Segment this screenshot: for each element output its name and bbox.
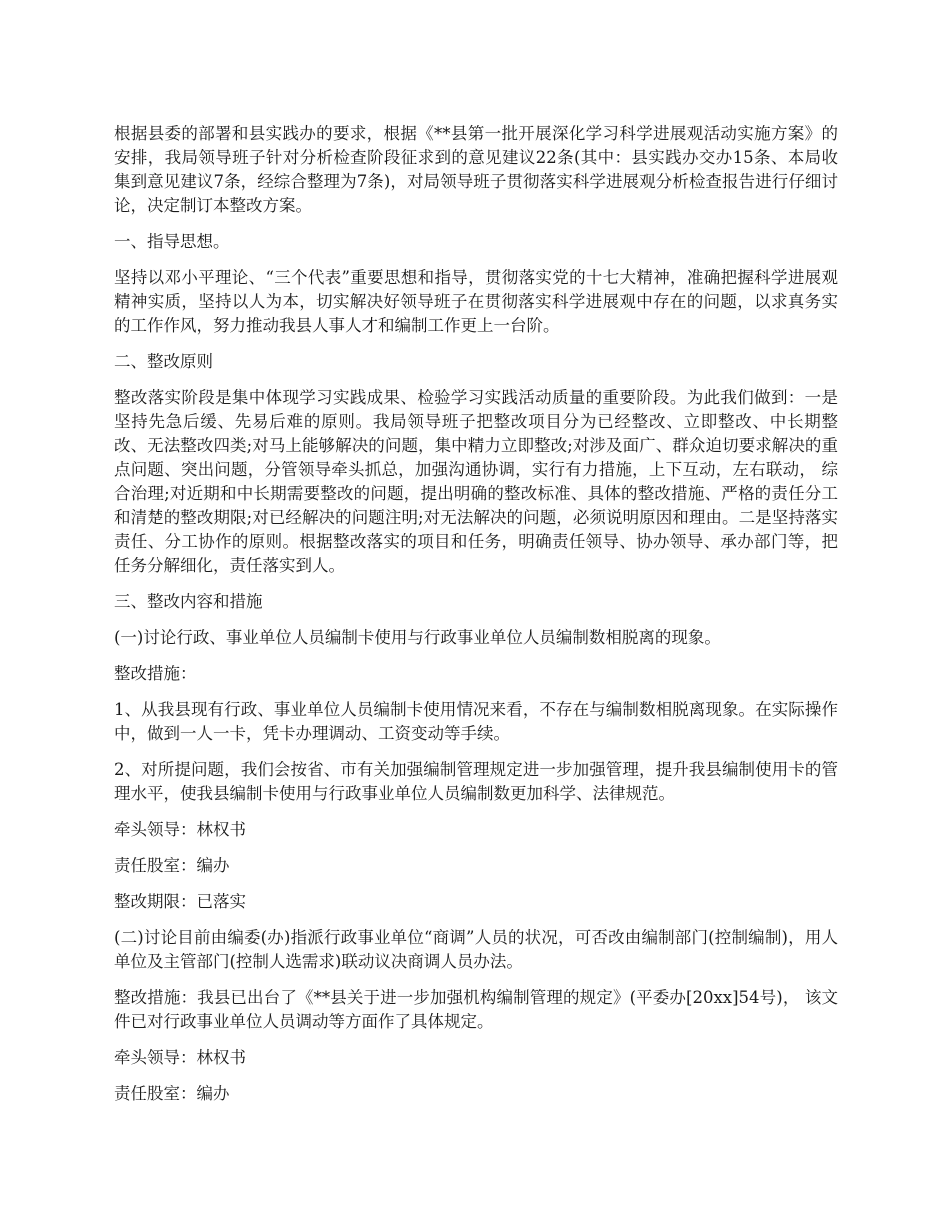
section-heading-principles: 二、整改原则 (114, 352, 213, 371)
measure-one-paragraph: 1、从我县现有行政、事业单位人员编制卡使用情况来看，不存在与编制数相脱离现象。在实际操作中，做到一人一卡，凭卡办理调动、工资变动等手续。 (114, 700, 838, 743)
measure-two-paragraph: 2、对所提问题，我们会按省、市有关加强编制管理规定进一步加强管理，提升我县编制使用卡的管理水平，使我县编制卡使用与行政事业单位人员编制数更加科学、法律规范。 (114, 760, 838, 803)
item-two-heading: (二)讨论目前由编委(办)指派行政事业单位“商调”人员的状况，可否改由编制部门(控制编制)，用人单位及主管部门(控制人选需求)联动议决商调人员办法。 (114, 928, 838, 971)
section-heading-guiding-thought: 一、指导思想。 (114, 232, 230, 251)
lead-official-line-2: 牵头领导：林权书 (114, 1048, 246, 1067)
responsible-office-line: 责任股室：编办 (114, 856, 230, 875)
measures-label: 整改措施： (114, 664, 197, 683)
document-body (114, 122, 838, 1118)
item-two-measures-paragraph: 整改措施：我县已出台了《**县关于进一步加强机构编制管理的规定》(平委办[20xx]54号)， 该文件已对行政事业单位人员调动等方面作了具体规定。 (114, 988, 838, 1031)
item-one-heading: (一)讨论行政、事业单位人员编制卡使用与行政事业单位人员编制数相脱离的现象。 (114, 628, 721, 647)
intro-paragraph: 根据县委的部署和县实践办的要求，根据《**县第一批开展深化学习科学进展观活动实施方案》的安排，我局领导班子针对分析检查阶段征求到的意见建议22条(其中：县实践办交办15条、本局收集到意见建议7条，经综合整理为7条)，对局领导班子贯彻落实科学进展观分析检查报告进行仔细讨论，决定制订本整改方案。 (114, 124, 838, 215)
lead-official-line: 牵头领导：林权书 (114, 820, 246, 839)
responsible-office-line-2: 责任股室：编办 (114, 1084, 230, 1103)
deadline-line: 整改期限：已落实 (114, 892, 246, 911)
principles-paragraph: 整改落实阶段是集中体现学习实践成果、检验学习实践活动质量的重要阶段。为此我们做到：一是坚持先急后缓、先易后难的原则。我局领导班子把整改项目分为已经整改、立即整改、中长期整改、无法整改四类;对马上能够解决的问题，集中精力立即整改;对涉及面广、群众迫切要求解决的重点问题、突出问题，分管领导牵头抓总，加强沟通协调，实行有力措施，上下互动，左右联动， 综合治理;对近期和中长期需要整改的问题，提出明确的整改标准、具体的整改措施、严格的责任分工和清楚的整改期限;对已经解决的问题注明;对无法解决的问题，必须说明原因和理由。二是坚持落实责任、分工协作的原则。根据整改落实的项目和任务，明确责任领导、协办领导、承办部门等，把任务分解细化，责任落实到人。 (114, 388, 838, 575)
guiding-thought-paragraph: 坚持以邓小平理论、“三个代表”重要思想和指导，贯彻落实党的十七大精神，准确把握科学进展观精神实质，坚持以人为本，切实解决好领导班子在贯彻落实科学进展观中存在的问题，以求真务实的工作作风，努力推动我县人事人才和编制工作更上一台阶。 (114, 268, 838, 335)
section-heading-content-measures: 三、整改内容和措施 (114, 592, 263, 611)
